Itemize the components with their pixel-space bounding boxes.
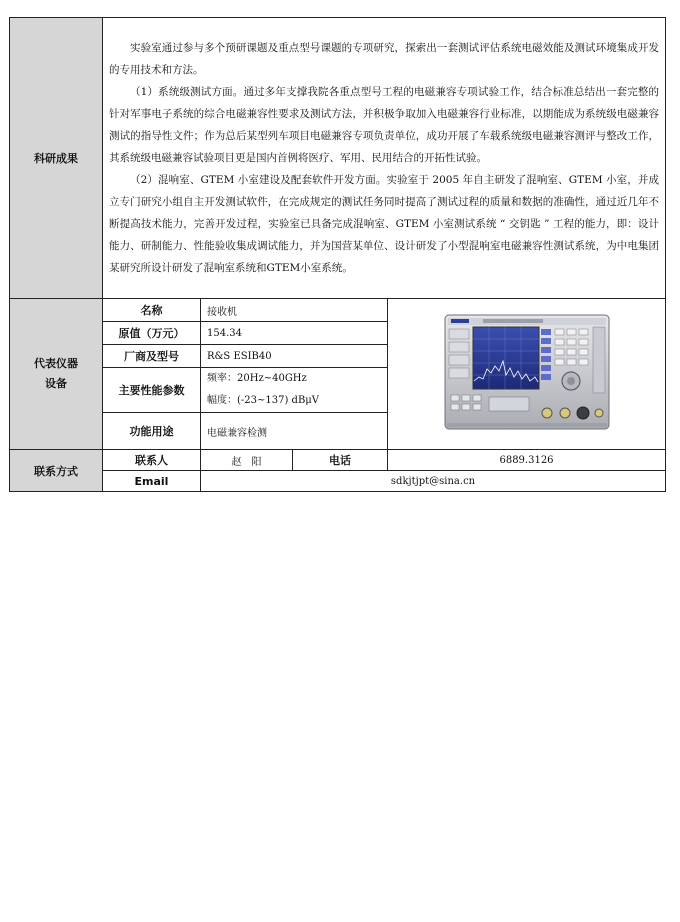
research-paragraph-intro: 实验室通过参与多个预研课题及重点型号课题的专项研究，探索出一套测试评估系统电磁效能及测试环境集成开发的专用技术和方法。 — [109, 42, 660, 76]
contact-person-value: 赵 阳 — [201, 450, 293, 471]
info-table — [9, 17, 666, 492]
equipment-params-label: 主要性能参数 — [103, 368, 201, 413]
equipment-params-amplitude: 幅度：(-23~137) dBμV — [207, 395, 320, 406]
spectrum-analyzer-icon — [443, 311, 611, 433]
equipment-params-value — [201, 368, 388, 413]
email-link[interactable]: sdkjtjpt@sina.cn — [390, 475, 476, 487]
contact-phone-value: 6889.3126 — [388, 450, 666, 471]
equipment-function-value: 电磁兼容检测 — [201, 413, 388, 450]
research-paragraph-system-test: （1）系统级测试方面。通过多年支撑我院各重点型号工程的电磁兼容专项试验工作，结合标准总结出一套完整的针对军事电子系统的综合电磁兼容性要求及测试方法，并积极争取加入电磁兼容行业标准，以期能成为系统级电磁兼容测试的指导性文件；作为总后某型列车项目电磁兼容专项负责单位，成功开展了车载系统级电磁兼容测评与整改工作，其系统级电磁兼容试验项目更是国内首例将医疗、军用、民用结合的开拓性试验。 — [109, 86, 660, 164]
contact-person-label: 联系人 — [103, 450, 201, 471]
equipment-model-label: 厂商及型号 — [103, 345, 201, 368]
equipment-model-value: R&S ESIB40 — [201, 345, 388, 368]
research-paragraph-chamber: （2）混响室、GTEM 小室建设及配套软件开发方面。实验室于 2005 年自主研发了混响室、GTEM 小室，并成立专门研究小组自主开发测试软件，在完成规定的测试任务同时提高了测试过程的质量和数据的准确性，通过近几年不断提高技术能力，完善开发过程，实验室已具备完成混响室、GTEM 小室测试系统 “ 交钥匙 ” 工程的能力，即：设计能力、研制能力、性能验收集成调试能力，并为国营某单位、设计研发了小型混响室电磁兼容性测试系统，为中电集团某研究所设计研发了混响室系统和GTEM小室系统。 — [109, 174, 660, 274]
research-text — [103, 18, 666, 299]
contact-phone-label: 电话 — [293, 450, 388, 471]
contact-label: 联系方式 — [10, 450, 103, 492]
equipment-function-label: 功能用途 — [103, 413, 201, 450]
contact-email-value[interactable] — [201, 471, 666, 492]
equipment-price-label: 原值（万元） — [103, 322, 201, 345]
equipment-name-label: 名称 — [103, 299, 201, 322]
equipment-params-frequency: 频率：20Hz~40GHz — [207, 373, 307, 384]
research-label: 科研成果 — [10, 18, 103, 299]
contact-email-label: Email — [103, 471, 201, 492]
equipment-label: 代表仪器 设备 — [10, 299, 103, 450]
equipment-image — [388, 299, 666, 450]
equipment-price-value: 154.34 — [201, 322, 388, 345]
equipment-name-value: 接收机 — [201, 299, 388, 322]
